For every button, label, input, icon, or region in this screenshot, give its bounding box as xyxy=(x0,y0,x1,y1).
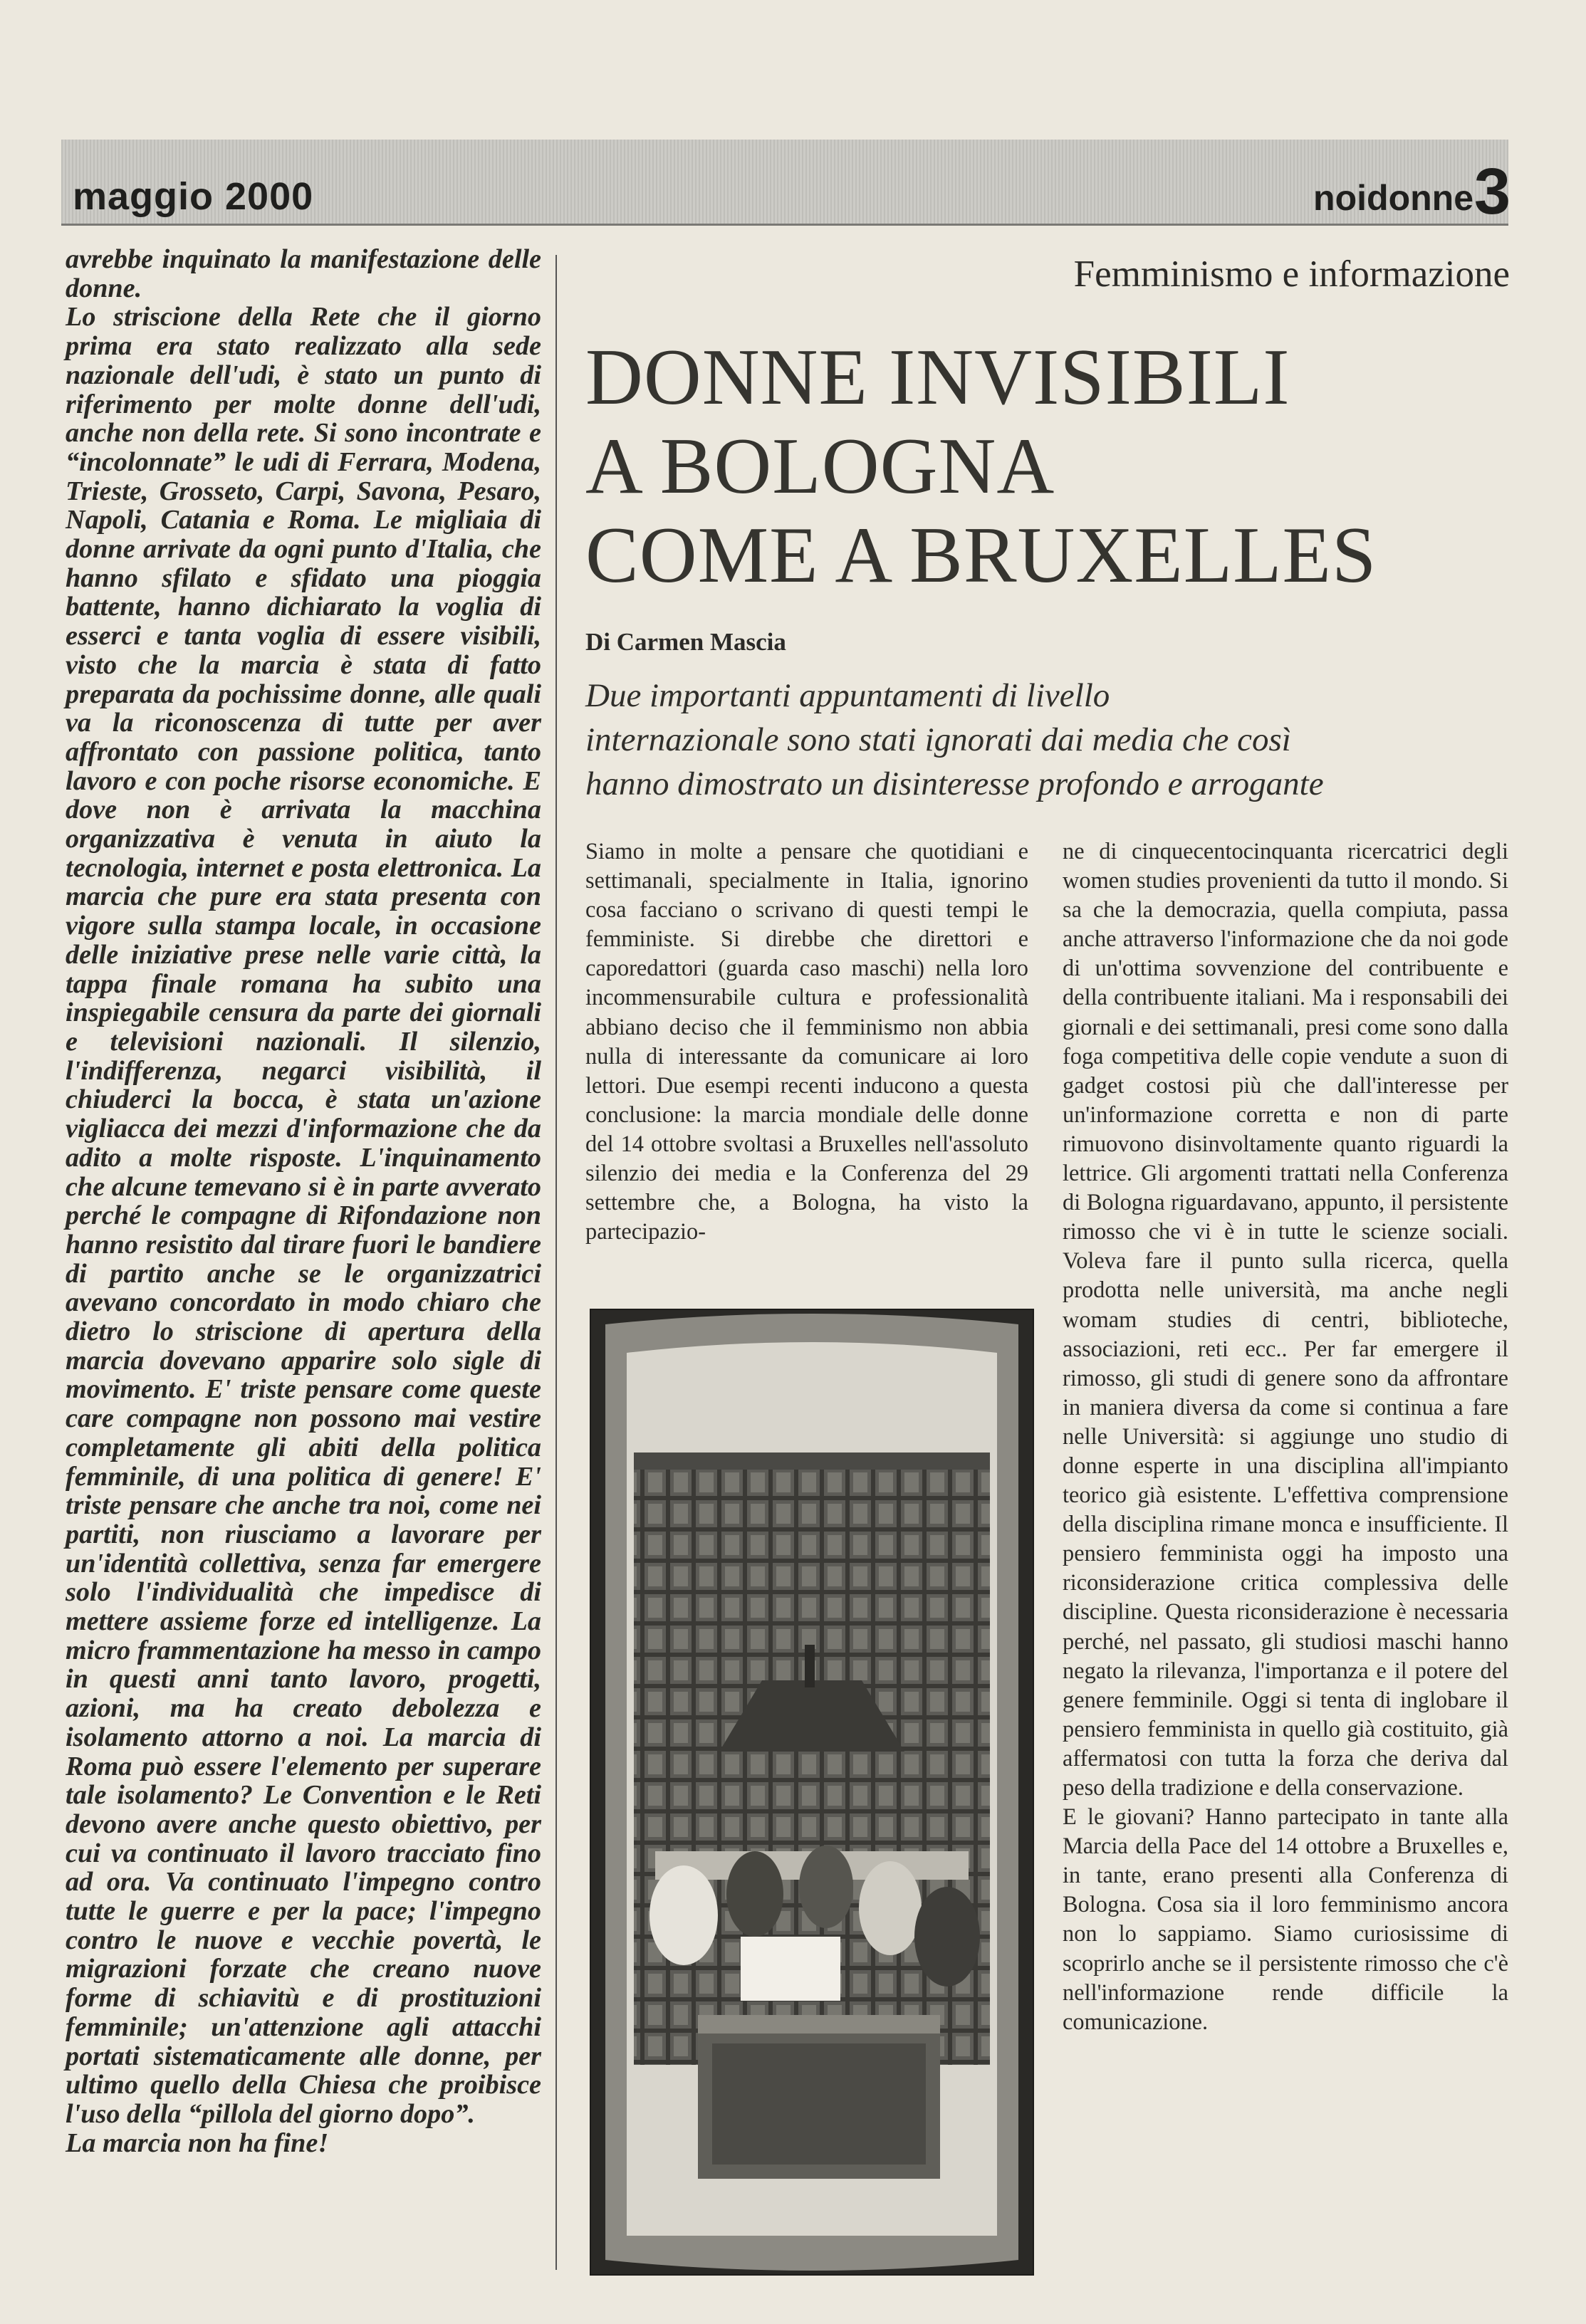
subtitle-line-3: hanno dimostrato un disinteresse profondo e arrogante xyxy=(585,765,1324,802)
subtitle-line-1: Due importanti appuntamenti di livello xyxy=(585,677,1110,714)
magazine-name: noidonne xyxy=(1313,178,1473,218)
article-body-right xyxy=(1063,837,1508,2037)
article-title xyxy=(585,333,1511,600)
left-paragraph-3: La marcia non ha fine! xyxy=(66,2127,329,2158)
page-number: 3 xyxy=(1473,155,1511,228)
subtitle-line-2: internazionale sono stati ignorati dai media che così xyxy=(585,721,1291,758)
right-paragraph-2: E le giovani? Hanno partecipato in tante alla Marcia della Pace del 14 ottobre a Bruxelles e, in tante, erano presenti alla Conferenza di Bologna. Cosa sia il loro femminismo ancora non lo sappiamo. Siamo curiosissime di scoprirlo anche se il persistente rimosso che c'è nell'informazione rende difficile la comunicazione. xyxy=(1063,1804,1508,2035)
article-photo xyxy=(590,1309,1034,2276)
left-paragraph-2: Lo striscione della Rete che il giorno prima era stato realizzato alla sede nazionale dell'udi, è stato un punto di riferimento per molte donne dell'udi, anche non della rete. Si sono incontrate e “incolonnate” le udi di Ferrara, Modena, Trieste, Grosseto, Carpi, Savona, Pesaro, Napoli, Catania e Roma. Le migliaia di donne arrivate da ogni punto d'Italia, che hanno sfilato e sfidato una pioggia battente, hanno dichiarato la voglia di esserci e tanta voglia di essere visibili, visto che la marcia è stata di fatto preparata da pochissime donne, alle quali va la riconoscenza di tutte per aver affrontato con passione politica, tanto lavoro e con poche risorse economiche. E dove non è arrivata la macchina organizzativa è venuta in aiuto la tecnologia, internet e posta elettronica. La marcia che pure era stata presenta con vigore sulla stampa locale, in occasione delle iniziative prese nelle varie città, la tappa finale romana ha subito una inspiegabile censura da parte dei giornali e televisioni nazionali. Il silenzio, l'indifferenza, negarci visibilità, il chiuderci la bocca, è stata un'azione vigliacca dei mezzi d'informazione che da adito a molte risposte. L'inquinamento che alcune temevano si è in parte avverato perché le compagne di Rifondazione non hanno resistito dal tirare fuori le bandiere di partito anche se le organizzatrici avevano concordato in modo chiaro che dietro lo striscione di apertura della marcia dovevano apparire solo sigle di movimento. E' triste pensare come queste care compagne non possono mai vestire completamente gli abiti della politica femminile, di una politica di genere! E' triste pensare che anche tra noi, come nei partiti, non riusciamo a lavorare per un'identità collettiva, senza far emergere solo l'individualità che impedisce di mettere assieme forze ed intelligenze. La micro frammentazione ha messo in campo in questi anni tanto lavoro, progetti, azioni, ma ha creato debolezza e isolamento attorno a noi. La marcia di Roma può essere l'elemento per superare tale isolamento? Le Convention e le Reti devono avere anche questo obiettivo, per cui va continuato il lavoro tracciato fino ad ora. Va continuato l'impegno contro tutte le guerre e per la pace; l'impegno contro le nuove e vecchie povertà, le migrazioni forzate che creano nuove forme di schiavitù e di prostituzioni femminile; un'attenzione agli attacchi portati sistematicamente alle donne, per ultimo quello della Chiesa che proibisce l'uso della “pillola del giorno dopo”. xyxy=(66,302,541,2129)
middle-paragraph: Siamo in molte a pensare che quotidiani e settimanali, specialmente in Italia, ignorino cosa facciano o scrivano di questi tempi le femministe. Si direbbe che direttori e caporedattori (guarda caso maschi) nella loro incommensurabile cultura e professionalità abbiano deciso che il femminismo non abbia nulla di interessante da comunicare ai loro lettori. Due esempi recenti inducono a questa conclusione: la marcia mondiale delle donne del 14 ottobre svoltasi a Bruxelles nell'assoluto silenzio dei media e la Conferenza del 29 settembre che, a Bologna, ha visto la partecipazio- xyxy=(585,839,1028,1245)
article-body-middle xyxy=(585,837,1028,1247)
title-line-1: DONNE INVISIBILI xyxy=(585,333,1290,422)
conference-photo-icon xyxy=(591,1310,1033,2274)
left-column xyxy=(66,245,541,2157)
article-subtitle xyxy=(585,674,1511,806)
section-label: Femminismo e informazione xyxy=(1073,253,1510,295)
byline: Di Carmen Mascia xyxy=(585,628,786,656)
left-paragraph-1: avrebbe inquinato la manifestazione delle donne. xyxy=(66,244,541,303)
right-paragraph-1: ne di cinquecentocinquanta ricercatrici degli women studies provenienti da tutto il mondo. Si sa che la democrazia, quella compiuta, passa anche attraverso l'informazione che da noi gode di un'ottima sovvenzione del contribuente e della contribuente italiani. Ma i responsabili dei giornali e dei settimanali, presi come sono dalla foga competitiva delle copie vendute a suon di gadget costosi più che dall'interesse per un'informazione corretta e non di parte rimuovono disinvoltamente quanto riguardi la lettrice. Gli argomenti trattati nella Conferenza di Bologna riguardavano, appunto, il persistente rimosso che vi è in tutte le scienze sociali. Voleva fare il punto sulla ricerca, quella prodotta nelle università, ma anche negli womam studies di centri, biblioteche, associazioni, reti ecc.. Per far emergere il rimosso, gli studi di genere sono da affrontare in maniera diversa da come si continua a fare nelle Università: si aggiunge uno studio di donne esperte in una disciplina all'impianto teorico già esistente. L'effettiva comprensione della disciplina rimane monca e insufficiente. Il pensiero femminista oggi ha imposto una riconsiderazione critica complessiva delle discipline. Questa riconsiderazione è necessaria perché, nel passato, gli studiosi maschi hanno negato la rilevanza, l'importanza e il potere del genere femminile. Oggi si tenta di inglobare il pensiero femminista in quello già costituito, già affermatosi con tutta la forza che deriva dal peso della tradizione e della conservazione. xyxy=(1063,839,1508,1801)
column-divider xyxy=(555,255,557,2270)
issue-date: maggio 2000 xyxy=(73,175,314,218)
title-line-2: A BOLOGNA xyxy=(585,422,1055,511)
title-line-3: COME A BRUXELLES xyxy=(585,511,1377,600)
